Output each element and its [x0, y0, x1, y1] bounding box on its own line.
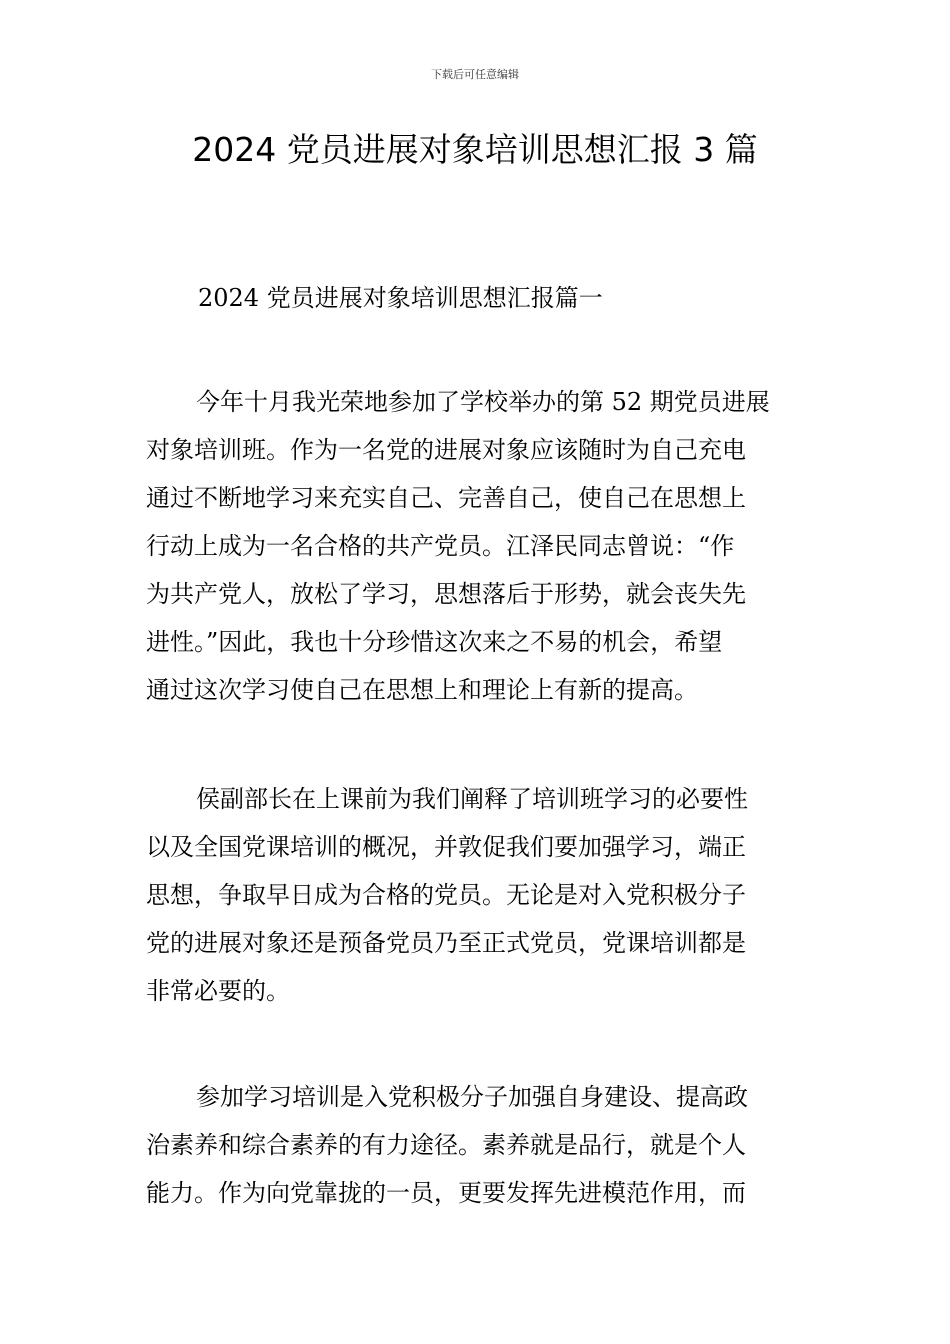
- paragraph-line: 为共产党人，放松了学习，思想落后于形势，就会丧失先: [146, 580, 746, 608]
- paragraph-line: 通过这次学习使自己在思想上和理论上有新的提高。: [146, 676, 698, 704]
- paragraph-line: 今年十月我光荣地参加了学校举办的第 52 期党员进展: [196, 388, 770, 416]
- paragraph-line: 参加学习培训是入党积极分子加强自身建设、提高政: [196, 1083, 748, 1111]
- paragraph-line: 能力。作为向党靠拢的一员，更要发挥先进模范作用，而: [146, 1179, 746, 1207]
- paragraph-line: 治素养和综合素养的有力途径。素养就是品行，就是个人: [146, 1131, 746, 1159]
- paragraph-line: 进性。”因此，我也十分珍惜这次来之不易的机会，希望: [146, 628, 723, 656]
- paragraph-2: [146, 775, 808, 1015]
- paragraph-line: 党的进展对象还是预备党员乃至正式党员，党课培训都是: [146, 929, 746, 957]
- paragraph-3: [146, 1073, 808, 1217]
- paragraph-line: 以及全国党课培训的概况，并敦促我们要加强学习，端正: [146, 833, 746, 861]
- paragraph-line: 侯副部长在上课前为我们阐释了培训班学习的必要性: [196, 785, 748, 813]
- paragraph-1: [146, 378, 808, 714]
- paragraph-line: 非常必要的。: [146, 977, 290, 1005]
- paragraph-line: 通过不断地学习来充实自己、完善自己，使自己在思想上: [146, 484, 746, 512]
- paragraph-line: 思想，争取早日成为合格的党员。无论是对入党积极分子: [146, 881, 746, 909]
- paragraph-line: 行动上成为一名合格的共产党员。江泽民同志曾说：“作: [146, 532, 735, 560]
- section-heading: 2024 党员进展对象培训思想汇报篇一: [198, 284, 603, 312]
- paragraph-line: 对象培训班。作为一名党的进展对象应该随时为自己充电: [146, 436, 746, 464]
- document-title: 2024 党员进展对象培训思想汇报 3 篇: [192, 130, 758, 169]
- header-note: 下载后可任意编辑: [431, 68, 519, 81]
